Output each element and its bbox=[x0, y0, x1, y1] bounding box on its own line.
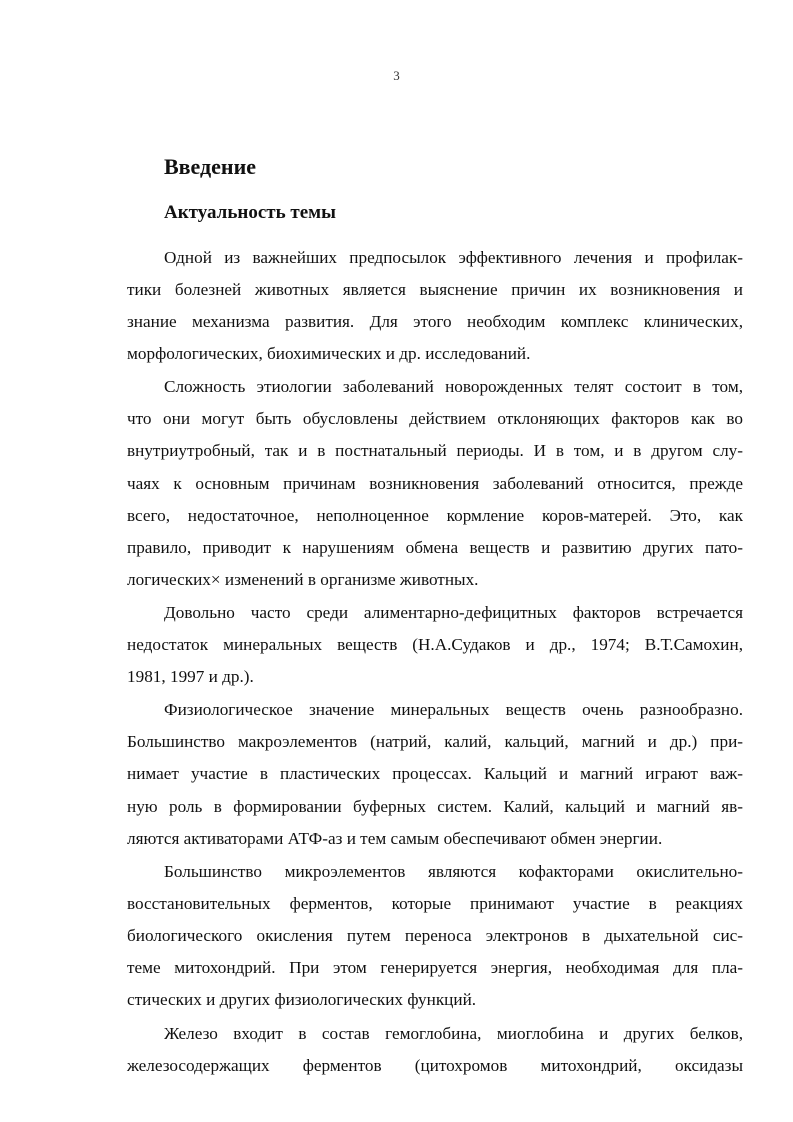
paragraph-4-line-2: Большинство макроэлементов (натрий, калий, кальций, магний и др.) при- bbox=[127, 732, 743, 751]
paragraph-4-line-1: Физиологическое значение минеральных веществ очень разнообразно. bbox=[164, 700, 743, 719]
paragraph-4-line-4: ную роль в формировании буферных систем. Калий, кальций и магний яв- bbox=[127, 797, 743, 816]
paragraph-5-line-2: восстановительных ферментов, которые принимают участие в реакциях bbox=[127, 894, 743, 913]
paragraph-6-line-1: Железо входит в состав гемоглобина, миоглобина и других белков, bbox=[164, 1024, 743, 1043]
paragraph-5-line-3: биологического окисления путем переноса электронов в дыхательной сис- bbox=[127, 926, 743, 945]
paragraph-2-line-7: логических× изменений в организме животных. bbox=[127, 570, 479, 589]
paragraph-5-line-4: теме митохондрий. При этом генерируется энергия, необходимая для пла- bbox=[127, 958, 743, 977]
paragraph-3-line-3: 1981, 1997 и др.). bbox=[127, 667, 254, 686]
paragraph-1-line-2: тики болезней животных является выяснение причин их возникновения и bbox=[127, 280, 743, 299]
paragraph-1-line-3: знание механизма развития. Для этого необходим комплекс клинических, bbox=[127, 312, 743, 331]
chapter-heading: Введение bbox=[164, 154, 257, 179]
paragraph-2-line-1: Сложность этиологии заболеваний новорожденных телят состоит в том, bbox=[164, 377, 743, 396]
paragraph-3-line-1: Довольно часто среди алиментарно-дефицитных факторов встречается bbox=[164, 603, 743, 622]
page-number: 3 bbox=[393, 68, 400, 83]
paragraph-1-line-1: Одной из важнейших предпосылок эффективного лечения и профилак- bbox=[164, 248, 743, 267]
paragraph-4-line-3: нимает участие в пластических процессах. Кальций и магний играют важ- bbox=[127, 764, 743, 783]
paragraph-5-line-1: Большинство микроэлементов являются кофакторами окислительно- bbox=[164, 862, 743, 881]
paragraph-3-line-2: недостаток минеральных веществ (Н.А.Судаков и др., 1974; В.Т.Самохин, bbox=[127, 635, 743, 654]
paragraph-2-line-4: чаях к основным причинам возникновения заболеваний относится, прежде bbox=[127, 474, 743, 493]
paragraph-2-line-2: что они могут быть обусловлены действием отклоняющих факторов как во bbox=[127, 409, 743, 428]
paragraph-1-line-4: морфологических, биохимических и др. исследований. bbox=[127, 344, 531, 363]
paragraph-4-line-5: ляются активаторами АТФ-аз и тем самым обеспечивают обмен энергии. bbox=[127, 829, 663, 848]
paragraph-5-line-5: стических и других физиологических функций. bbox=[127, 990, 477, 1009]
paragraph-6-line-2: железосодержащих ферментов (цитохромов митохондрий, оксидазы bbox=[127, 1056, 743, 1075]
paragraph-2-line-3: внутриутробный, так и в постнатальный периоды. И в том, и в другом слу- bbox=[127, 441, 743, 460]
paragraph-2-line-5: всего, недостаточное, неполноценное кормление коров-матерей. Это, как bbox=[127, 506, 743, 525]
section-heading: Актуальность темы bbox=[164, 202, 336, 223]
paragraph-2-line-6: правило, приводит к нарушениям обмена веществ и развитию других пато- bbox=[127, 538, 743, 557]
